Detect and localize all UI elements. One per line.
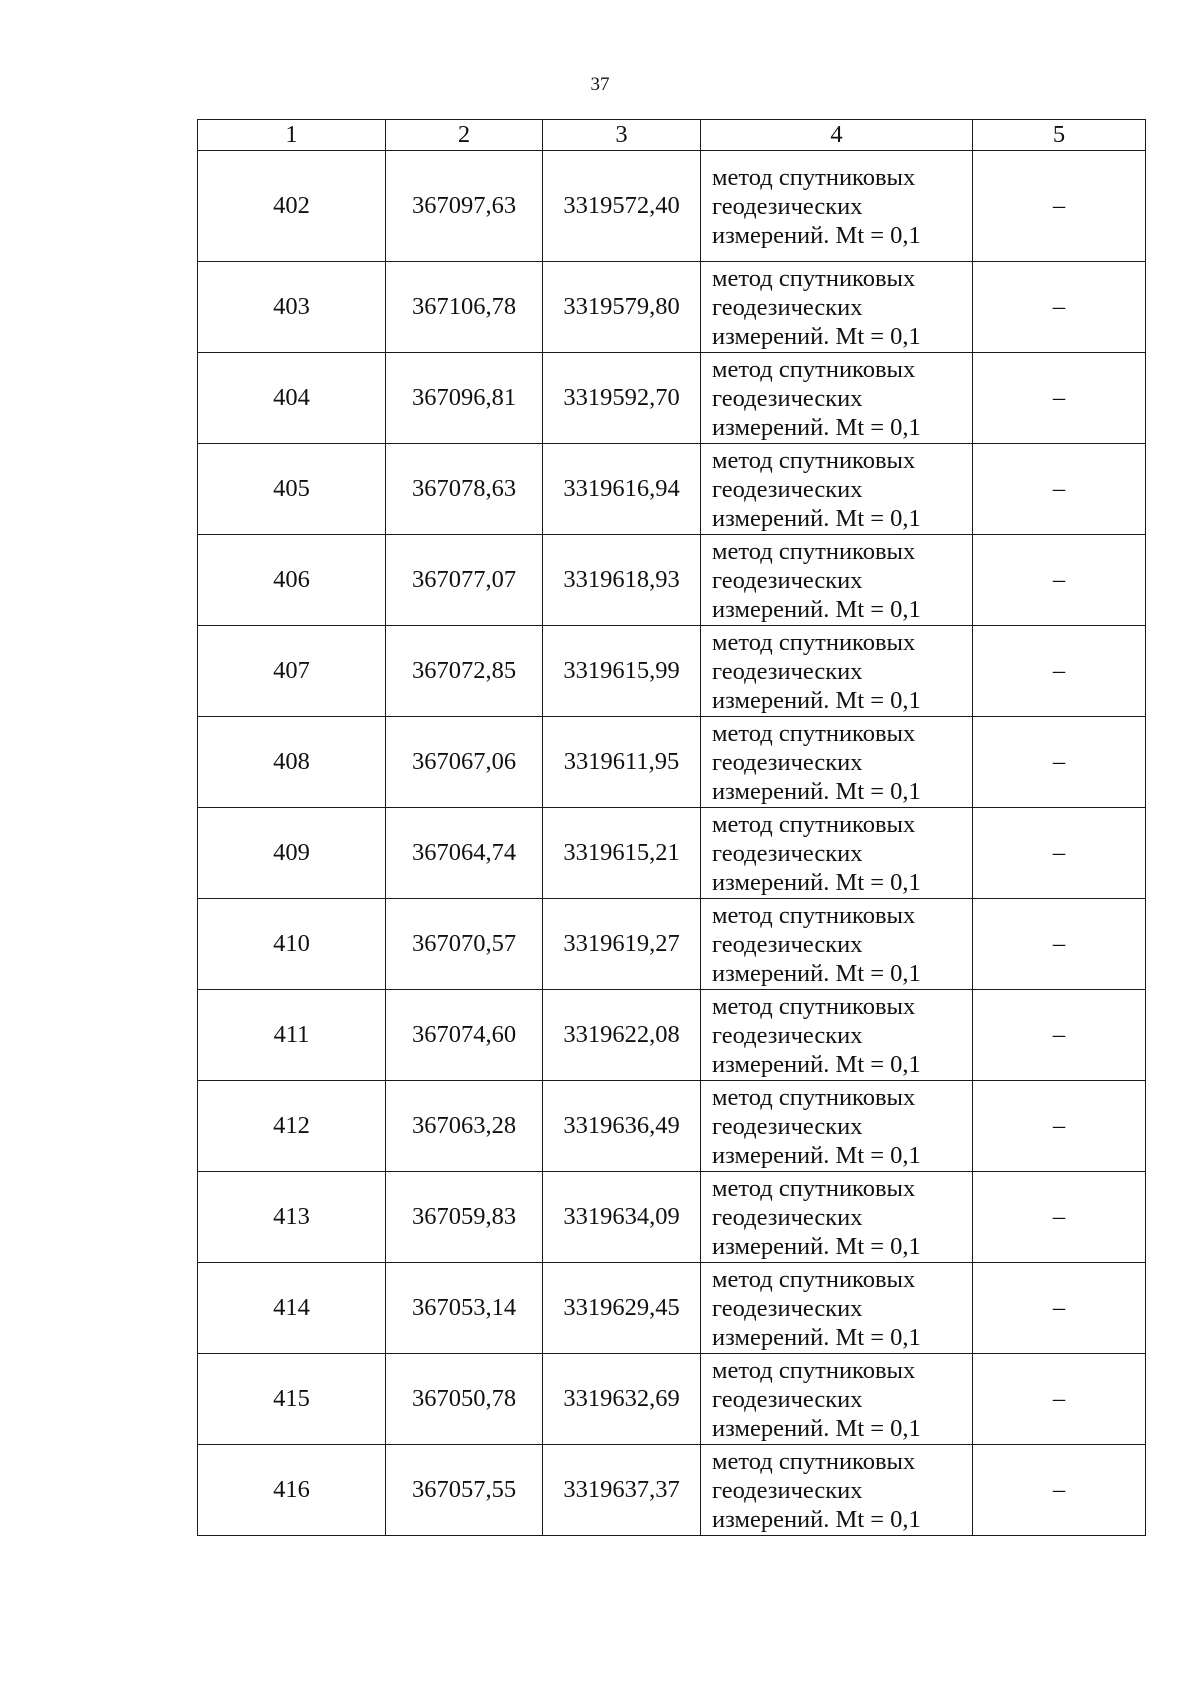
method-line: метод спутниковых: [712, 810, 916, 838]
table-row: [198, 353, 1146, 444]
method-line: измерений. Mt = 0,1: [712, 1141, 921, 1169]
point-number-cell: 409: [198, 808, 386, 899]
table-row: [198, 808, 1146, 899]
method-line: измерений. Mt = 0,1: [712, 1232, 921, 1260]
method-line: измерений. Mt = 0,1: [712, 322, 921, 350]
method-cell: [701, 717, 973, 808]
x-coordinate-cell: 367096,81: [386, 353, 543, 444]
x-coordinate-cell: 367050,78: [386, 1354, 543, 1445]
x-coordinate-cell: 367077,07: [386, 535, 543, 626]
method-line: геодезических: [712, 930, 863, 958]
method-line: геодезических: [712, 1203, 863, 1231]
method-line: измерений. Mt = 0,1: [712, 959, 921, 987]
method-line: геодезических: [712, 1294, 863, 1322]
page-number: 37: [590, 74, 610, 95]
method-line: измерений. Mt = 0,1: [712, 868, 921, 896]
method-line: метод спутниковых: [712, 446, 916, 474]
point-number-cell: 403: [198, 262, 386, 353]
method-line: метод спутниковых: [712, 264, 916, 292]
header-col-1: 1: [198, 120, 386, 151]
point-number-cell: 416: [198, 1445, 386, 1536]
y-coordinate-cell: 3319636,49: [543, 1081, 701, 1172]
y-coordinate-cell: 3319629,45: [543, 1263, 701, 1354]
method-cell: [701, 444, 973, 535]
x-coordinate-cell: 367097,63: [386, 151, 543, 262]
method-line: геодезических: [712, 1021, 863, 1049]
y-coordinate-cell: 3319572,40: [543, 151, 701, 262]
table-row: [198, 717, 1146, 808]
y-coordinate-cell: 3319611,95: [543, 717, 701, 808]
method-line: геодезических: [712, 192, 863, 220]
method-line: геодезических: [712, 475, 863, 503]
method-cell: [701, 626, 973, 717]
table-row: [198, 1354, 1146, 1445]
method-cell: [701, 1081, 973, 1172]
note-cell: –: [973, 535, 1146, 626]
point-number-cell: 411: [198, 990, 386, 1081]
note-cell: –: [973, 353, 1146, 444]
note-cell: –: [973, 1445, 1146, 1536]
point-number-cell: 413: [198, 1172, 386, 1263]
note-cell: –: [973, 626, 1146, 717]
x-coordinate-cell: 367070,57: [386, 899, 543, 990]
x-coordinate-cell: 367074,60: [386, 990, 543, 1081]
method-line: измерений. Mt = 0,1: [712, 595, 921, 623]
x-coordinate-cell: 367078,63: [386, 444, 543, 535]
y-coordinate-cell: 3319616,94: [543, 444, 701, 535]
method-line: измерений. Mt = 0,1: [712, 413, 921, 441]
x-coordinate-cell: 367106,78: [386, 262, 543, 353]
table-row: [198, 899, 1146, 990]
method-line: измерений. Mt = 0,1: [712, 1414, 921, 1442]
table-header-row: [198, 120, 1146, 151]
method-line: метод спутниковых: [712, 163, 916, 191]
method-line: геодезических: [712, 566, 863, 594]
header-col-2: 2: [386, 120, 543, 151]
table-row: [198, 1263, 1146, 1354]
method-line: метод спутниковых: [712, 1083, 916, 1111]
point-number-cell: 415: [198, 1354, 386, 1445]
x-coordinate-cell: 367063,28: [386, 1081, 543, 1172]
header-col-5: 5: [973, 120, 1146, 151]
method-line: метод спутниковых: [712, 537, 916, 565]
y-coordinate-cell: 3319622,08: [543, 990, 701, 1081]
header-col-4: 4: [701, 120, 973, 151]
y-coordinate-cell: 3319579,80: [543, 262, 701, 353]
table-row: [198, 535, 1146, 626]
method-line: геодезических: [712, 1476, 863, 1504]
method-line: метод спутниковых: [712, 901, 916, 929]
x-coordinate-cell: 367059,83: [386, 1172, 543, 1263]
method-cell: [701, 1354, 973, 1445]
method-line: метод спутниковых: [712, 1174, 916, 1202]
method-line: измерений. Mt = 0,1: [712, 221, 921, 249]
method-line: метод спутниковых: [712, 719, 916, 747]
note-cell: –: [973, 1172, 1146, 1263]
y-coordinate-cell: 3319592,70: [543, 353, 701, 444]
method-line: метод спутниковых: [712, 628, 916, 656]
table-row: [198, 262, 1146, 353]
y-coordinate-cell: 3319615,99: [543, 626, 701, 717]
method-cell: [701, 899, 973, 990]
coordinates-table: [197, 119, 1146, 1536]
point-number-cell: 402: [198, 151, 386, 262]
method-line: измерений. Mt = 0,1: [712, 504, 921, 532]
table-body: [198, 151, 1146, 1536]
table-row: [198, 1081, 1146, 1172]
note-cell: –: [973, 1354, 1146, 1445]
method-line: метод спутниковых: [712, 1447, 916, 1475]
method-cell: [701, 808, 973, 899]
method-cell: [701, 262, 973, 353]
y-coordinate-cell: 3319632,69: [543, 1354, 701, 1445]
table-row: [198, 444, 1146, 535]
method-line: геодезических: [712, 1385, 863, 1413]
x-coordinate-cell: 367072,85: [386, 626, 543, 717]
y-coordinate-cell: 3319618,93: [543, 535, 701, 626]
y-coordinate-cell: 3319637,37: [543, 1445, 701, 1536]
method-cell: [701, 151, 973, 262]
table-row: [198, 990, 1146, 1081]
note-cell: –: [973, 151, 1146, 262]
note-cell: –: [973, 262, 1146, 353]
method-line: метод спутниковых: [712, 1265, 916, 1293]
table-row: [198, 1172, 1146, 1263]
y-coordinate-cell: 3319619,27: [543, 899, 701, 990]
point-number-cell: 408: [198, 717, 386, 808]
method-line: измерений. Mt = 0,1: [712, 1050, 921, 1078]
method-line: метод спутниковых: [712, 992, 916, 1020]
method-line: измерений. Mt = 0,1: [712, 777, 921, 805]
method-line: геодезических: [712, 657, 863, 685]
method-line: геодезических: [712, 293, 863, 321]
note-cell: –: [973, 990, 1146, 1081]
x-coordinate-cell: 367067,06: [386, 717, 543, 808]
method-line: метод спутниковых: [712, 355, 916, 383]
method-cell: [701, 353, 973, 444]
note-cell: –: [973, 717, 1146, 808]
method-cell: [701, 990, 973, 1081]
method-cell: [701, 1172, 973, 1263]
table-row: [198, 626, 1146, 717]
point-number-cell: 406: [198, 535, 386, 626]
method-line: измерений. Mt = 0,1: [712, 686, 921, 714]
note-cell: –: [973, 444, 1146, 535]
y-coordinate-cell: 3319615,21: [543, 808, 701, 899]
method-cell: [701, 1263, 973, 1354]
note-cell: –: [973, 1263, 1146, 1354]
method-line: геодезических: [712, 839, 863, 867]
point-number-cell: 405: [198, 444, 386, 535]
x-coordinate-cell: 367057,55: [386, 1445, 543, 1536]
point-number-cell: 407: [198, 626, 386, 717]
method-cell: [701, 535, 973, 626]
header-col-3: 3: [543, 120, 701, 151]
x-coordinate-cell: 367064,74: [386, 808, 543, 899]
point-number-cell: 410: [198, 899, 386, 990]
note-cell: –: [973, 808, 1146, 899]
x-coordinate-cell: 367053,14: [386, 1263, 543, 1354]
method-line: измерений. Mt = 0,1: [712, 1323, 921, 1351]
y-coordinate-cell: 3319634,09: [543, 1172, 701, 1263]
method-line: геодезических: [712, 748, 863, 776]
note-cell: –: [973, 1081, 1146, 1172]
table-row: [198, 1445, 1146, 1536]
note-cell: –: [973, 899, 1146, 990]
point-number-cell: 404: [198, 353, 386, 444]
method-line: геодезических: [712, 1112, 863, 1140]
method-line: геодезических: [712, 384, 863, 412]
point-number-cell: 412: [198, 1081, 386, 1172]
method-line: метод спутниковых: [712, 1356, 916, 1384]
method-line: измерений. Mt = 0,1: [712, 1505, 921, 1533]
method-cell: [701, 1445, 973, 1536]
table-row: [198, 151, 1146, 262]
point-number-cell: 414: [198, 1263, 386, 1354]
